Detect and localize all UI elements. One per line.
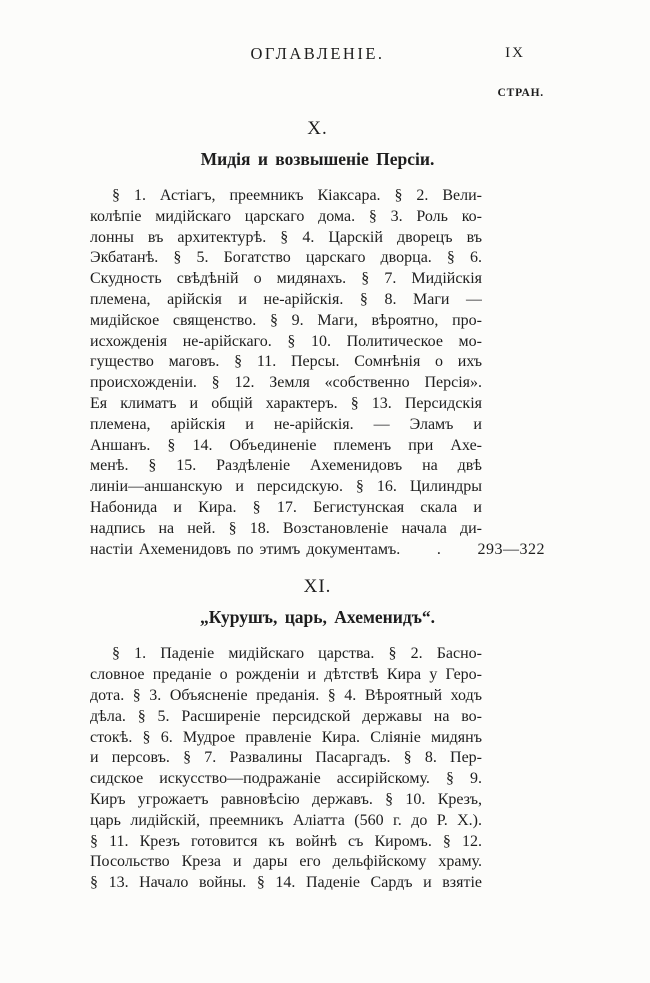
toc-line: словное преданіе о рожденіи и дѣтствѣ Кира у Геро-	[90, 666, 482, 684]
toc-line: племена, арійскія и не-арійскія. § 8. Маги —	[90, 290, 482, 308]
folio-number: IX	[505, 45, 525, 61]
toc-line: дѣла. § 5. Расширеніе персидской державы на во-	[90, 707, 482, 725]
toc-sections	[90, 118, 545, 894]
toc-line: племена, арійскія и не-арійскія. — Эламъ и	[90, 415, 482, 433]
toc-line: гущество маговъ. § 11. Персы. Сомнѣнія о ихъ	[90, 353, 482, 371]
toc-line: менѣ. § 15. Раздѣленіе Ахеменидовъ на двѣ	[90, 457, 482, 475]
pages-column-label: СТРАН.	[497, 87, 544, 99]
toc-line: § 1. Паденіе мидійскаго царства. § 2. Басно-	[112, 645, 482, 663]
chapter-title: „Курушъ, царь, Ахеменидъ“.	[199, 607, 436, 628]
chapter-summary	[90, 644, 482, 894]
running-title: ОГЛАВЛЕНІЕ.	[250, 44, 385, 63]
toc-line: мидійское священство. § 9. Маги, вѣроятно, про-	[90, 311, 482, 329]
toc-page-ref-line	[90, 540, 545, 561]
toc-line: Посольство Креза и дары его дельфійскому храму.	[90, 853, 482, 871]
toc-line: происхожденіи. § 12. Земля «собственно Персія».	[90, 374, 482, 392]
toc-line-text: настіи Ахеменидовъ по этимъ документамъ.	[90, 540, 401, 558]
toc-line: сидское искусство—подражаніе ассирійскому. § 9.	[90, 770, 482, 788]
page-content	[90, 0, 545, 894]
toc-line: Киръ угрожаетъ равновѣсію державъ. § 10. Крезъ,	[90, 790, 482, 808]
toc-line: Скудность свѣдѣній о мидянахъ. § 7. Мидійскія	[90, 270, 482, 288]
toc-line: лонны въ архитектурѣ. § 4. Царскій дворецъ въ	[90, 228, 482, 246]
leader-dot: .	[436, 540, 441, 558]
toc-line: и персовъ. § 7. Развалины Пасаргадъ. § 8. Пер-	[90, 749, 482, 767]
toc-line: Экбатанѣ. § 5. Богатство царскаго дворца. § 6.	[90, 249, 482, 267]
page-header	[90, 44, 545, 64]
toc-line: Ея климатъ и общій характеръ. § 13. Персидскія	[90, 394, 482, 412]
chapter-number: XI.	[303, 576, 332, 598]
toc-line: царь лидійскій, преемникъ Аліатта (560 г. до Р. Х.).	[90, 811, 482, 829]
toc-line: стокѣ. § 6. Мудрое правленіе Кира. Сліяніе мидянъ	[90, 728, 482, 746]
chapter-number: X.	[307, 118, 328, 139]
chapter-title: Мидія и возвышеніе Персіи.	[200, 149, 435, 169]
toc-line: § 11. Крезъ готовится къ войнѣ съ Киромъ. § 12.	[90, 832, 482, 850]
toc-line: дота. § 3. Объясненіе преданія. § 4. Вѣроятный ходъ	[90, 686, 482, 704]
chapter-summary	[90, 186, 545, 560]
toc-line: колѣпіе мидійскаго царскаго дома. § 3. Роль ко-	[90, 207, 482, 225]
toc-chapter	[90, 576, 545, 894]
toc-chapter	[90, 118, 545, 560]
toc-line: надпись на ней. § 18. Возстановленіе начала ди-	[90, 519, 482, 537]
toc-page-range: 293—322	[477, 540, 545, 558]
toc-line: Аншанъ. § 14. Объединеніе племенъ при Ахе-	[90, 436, 482, 454]
toc-line: исхожденія не-арійскаго. § 10. Политическое мо-	[90, 332, 482, 350]
toc-line: линіи—аншанскую и персидскую. § 16. Цилиндры	[90, 478, 482, 496]
toc-line: § 1. Астіагъ, преемникъ Кіаксара. § 2. Вели-	[112, 187, 482, 204]
toc-line: Набонида и Кира. § 17. Бегистунская скала и	[90, 498, 482, 516]
toc-line: § 13. Начало войны. § 14. Паденіе Сардъ и взятіе	[90, 874, 482, 892]
